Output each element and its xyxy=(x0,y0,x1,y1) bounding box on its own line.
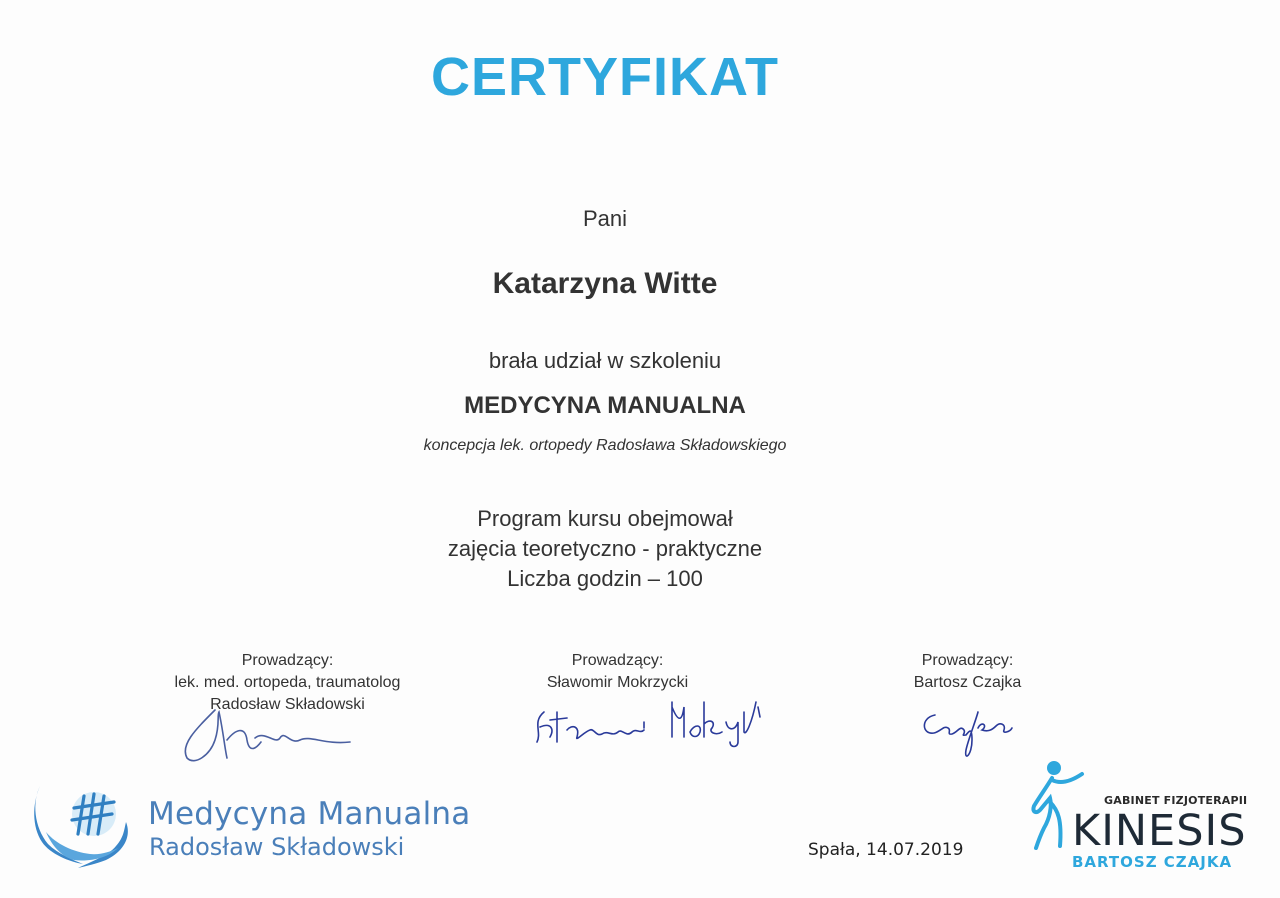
signature-skladowski xyxy=(175,700,360,770)
signature-mokrzycki xyxy=(532,682,772,752)
place-and-date: Spała, 14.07.2019 xyxy=(808,840,964,860)
logo-bartosz-czajka: BARTOSZ CZAJKA xyxy=(1072,853,1233,871)
logo-kinesis: KINESIS xyxy=(1072,806,1247,856)
leader-name: Sławomir Mokrzycki xyxy=(546,674,689,691)
recipient-name: Katarzyna Witte xyxy=(492,267,718,300)
course-concept: koncepcja lek. ortopedy Radosława Składowskiego xyxy=(423,437,787,454)
course-name: MEDYCYNA MANUALNA xyxy=(464,392,746,419)
leader-name: Bartosz Czajka xyxy=(913,674,1022,691)
program-hours: Liczba godzin – 100 xyxy=(507,566,703,591)
participation-text: brała udział w szkoleniu xyxy=(488,348,722,373)
leader-name: Radosław Składowski xyxy=(210,696,365,713)
leader-label: Prowadzący: xyxy=(241,652,334,669)
hands-icon xyxy=(28,782,138,872)
leader-block-3 xyxy=(880,650,1055,694)
signature-czajka xyxy=(920,700,1020,765)
leader-title: lek. med. ortopeda, traumatolog xyxy=(174,674,401,691)
program-line: zajęcia teoretyczno - praktyczne xyxy=(447,536,763,561)
program-line: Program kursu obejmował xyxy=(477,506,733,531)
salutation: Pani xyxy=(582,206,628,231)
logo-medycyna-manualna: Medycyna Manualna xyxy=(148,796,471,832)
logo-gabinet-fizjoterapii: GABINET FIZJOTERAPII xyxy=(1104,794,1248,807)
leader-label: Prowadzący: xyxy=(571,652,664,669)
certificate-title: CERTYFIKAT xyxy=(431,47,779,107)
logo-radoslaw-skladowski: Radosław Składowski xyxy=(149,833,405,861)
leader-label: Prowadzący: xyxy=(921,652,1014,669)
